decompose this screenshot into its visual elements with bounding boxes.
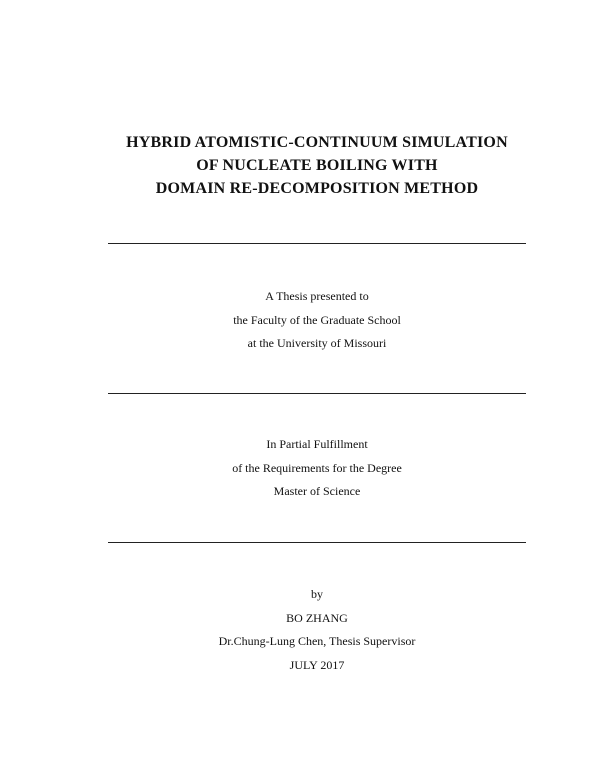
- presentation-statement: [60, 285, 574, 356]
- submission-date: JULY 2017: [289, 657, 345, 672]
- horizontal-rule-3: [108, 542, 526, 543]
- presentation-line-2: the Faculty of the Graduate School: [233, 312, 401, 327]
- degree-name: Master of Science: [273, 484, 361, 498]
- thesis-title-line-1: HYBRID ATOMISTIC-CONTINUUM SIMULATION: [126, 134, 508, 151]
- thesis-title-line-3: DOMAIN RE-DECOMPOSITION METHOD: [155, 180, 479, 197]
- thesis-supervisor: Dr.Chung-Lung Chen, Thesis Supervisor: [218, 634, 416, 648]
- fulfillment-line-1: In Partial Fulfillment: [266, 437, 368, 451]
- horizontal-rule-2: [108, 393, 526, 394]
- fulfillment-line-2: of the Requirements for the Degree: [232, 460, 402, 475]
- authorship-block: [60, 583, 574, 677]
- fulfillment-statement: [60, 433, 574, 504]
- by-label: by: [311, 587, 323, 601]
- author-name: BO ZHANG: [286, 610, 348, 625]
- thesis-title-line-2: OF NUCLEATE BOILING WITH: [196, 157, 438, 174]
- presentation-line-1: A Thesis presented to: [265, 289, 369, 303]
- presentation-line-3: at the University of Missouri: [247, 336, 387, 350]
- horizontal-rule-1: [108, 243, 526, 244]
- thesis-title: [60, 131, 574, 200]
